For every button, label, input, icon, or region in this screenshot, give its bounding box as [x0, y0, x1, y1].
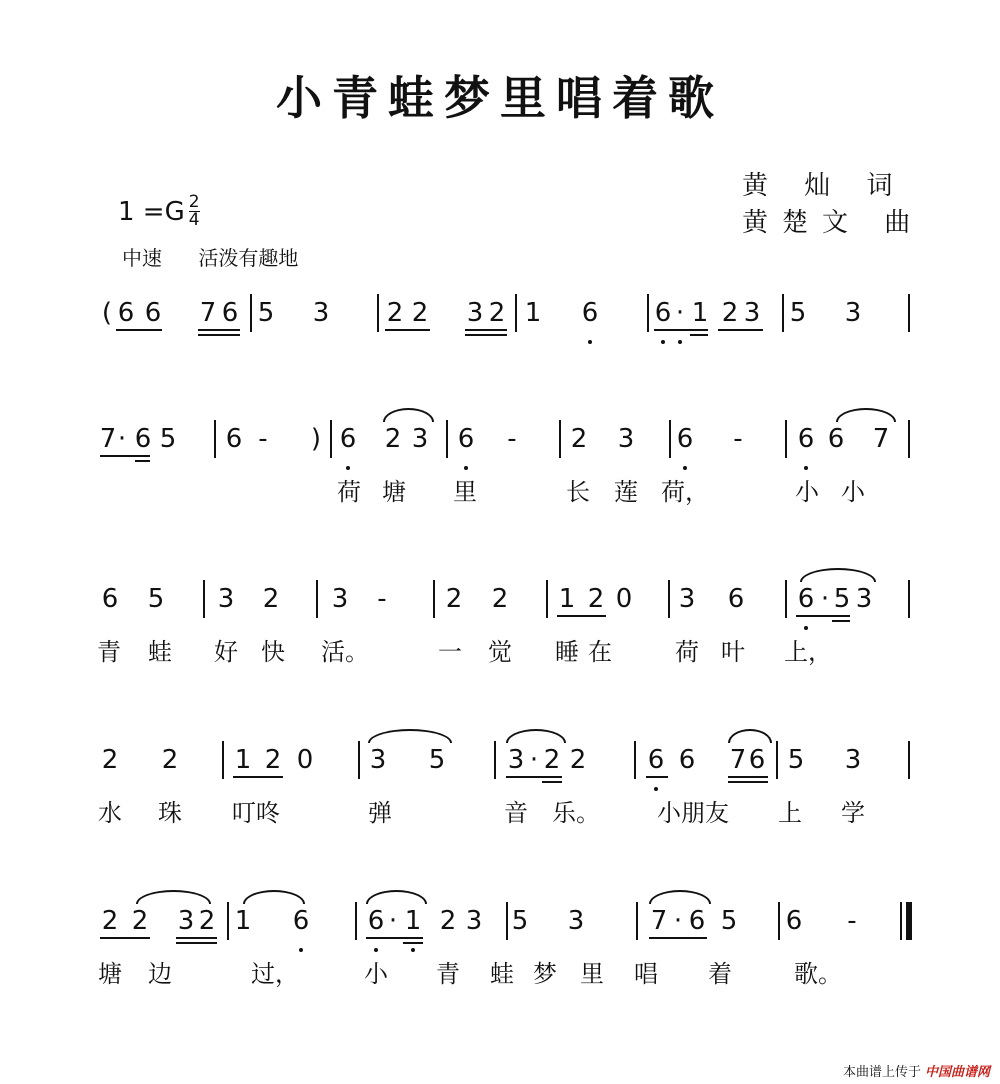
bar-line	[908, 580, 910, 618]
low-octave-dot	[588, 340, 592, 344]
low-octave-dot	[464, 466, 468, 470]
note: 6	[688, 906, 706, 936]
lyric-word: 塘	[98, 960, 122, 988]
note: 3	[217, 584, 235, 614]
composer-credit: 黄楚文 曲	[742, 208, 925, 238]
bar-line	[782, 294, 784, 332]
note: 1	[404, 906, 422, 936]
note: -	[507, 424, 517, 454]
low-octave-dot	[411, 948, 415, 952]
note: -	[377, 584, 387, 614]
underline-eighth	[198, 329, 240, 331]
note: 7	[99, 424, 117, 454]
note: 7	[729, 745, 747, 775]
note: 7	[650, 906, 668, 936]
underline-sixteenth	[176, 942, 217, 944]
underline-eighth	[116, 329, 162, 331]
lyric-word: 好	[214, 638, 238, 666]
note: 2	[570, 424, 588, 454]
underline-eighth	[100, 937, 150, 939]
note: 3	[312, 298, 330, 328]
note: 2	[262, 584, 280, 614]
bar-line	[778, 902, 780, 940]
underline-sixteenth	[135, 460, 150, 462]
underline-eighth	[718, 329, 763, 331]
note: 6	[101, 584, 119, 614]
bar-line	[559, 420, 561, 458]
note: -	[847, 906, 857, 936]
note: 2	[488, 298, 506, 328]
underline-eighth	[100, 455, 150, 457]
note: 6	[225, 424, 243, 454]
lyric-word: 学	[841, 799, 865, 827]
note: 6	[292, 906, 310, 936]
lyric-word: 叶	[721, 638, 745, 666]
slur-arc	[800, 568, 876, 582]
note: 3	[177, 906, 195, 936]
lyric-word: 觉	[488, 638, 512, 666]
note: 5	[833, 584, 851, 614]
underline-sixteenth	[728, 781, 768, 783]
note: 1	[558, 584, 576, 614]
slur-arc	[836, 408, 896, 422]
bar-line	[250, 294, 252, 332]
low-octave-dot	[346, 466, 350, 470]
bar-line	[647, 294, 649, 332]
bar-line	[546, 580, 548, 618]
underline-eighth	[465, 329, 507, 331]
bar-line	[222, 741, 224, 779]
note: 6	[367, 906, 385, 936]
note: 2	[543, 745, 561, 775]
underline-eighth	[176, 937, 217, 939]
lyric-word: 莲	[614, 478, 638, 506]
lyric-word: 上，	[784, 638, 832, 666]
bar-line	[506, 902, 508, 940]
note: 1	[234, 745, 252, 775]
lyric-word: 弹	[368, 799, 392, 827]
bar-line	[316, 580, 318, 618]
bar-line	[785, 580, 787, 618]
low-octave-dot	[804, 626, 808, 630]
lyric-word: 音	[504, 799, 528, 827]
note: 2	[721, 298, 739, 328]
slur-arc	[366, 890, 427, 904]
lyric-word: 边	[148, 960, 172, 988]
underline-sixteenth	[465, 334, 507, 336]
note: 3	[567, 906, 585, 936]
note: 6	[748, 745, 766, 775]
lyric-word: 在	[588, 638, 612, 666]
lyric-word: 里	[453, 478, 477, 506]
note: 3	[844, 745, 862, 775]
note: 6	[144, 298, 162, 328]
note: 3	[617, 424, 635, 454]
lyric-word: 歌。	[794, 960, 842, 988]
note: (	[101, 298, 113, 328]
note: 2	[384, 424, 402, 454]
underline-eighth	[557, 615, 606, 617]
note: 2	[439, 906, 457, 936]
underline-sixteenth	[403, 942, 423, 944]
underline-eighth	[385, 329, 430, 331]
note: 3	[369, 745, 387, 775]
lyric-word: 荷，	[661, 478, 709, 506]
note: 6	[654, 298, 672, 328]
note: 6	[678, 745, 696, 775]
note: 6	[221, 298, 239, 328]
note: 5	[720, 906, 738, 936]
lyric-word: 睡	[555, 638, 579, 666]
bar-line	[636, 902, 638, 940]
bar-line	[776, 741, 778, 779]
score-line	[0, 906, 1000, 988]
final-bar-thin	[900, 902, 902, 940]
note: 2	[569, 745, 587, 775]
note: 5	[511, 906, 529, 936]
note: 3	[411, 424, 429, 454]
bar-line	[377, 294, 379, 332]
lyric-word: 长	[566, 478, 590, 506]
note: ·	[675, 298, 685, 328]
note: 3	[331, 584, 349, 614]
lyric-word: 青	[97, 638, 121, 666]
bar-line	[634, 741, 636, 779]
note: 0	[296, 745, 314, 775]
lyric-word: 上	[778, 799, 802, 827]
tempo-marking	[122, 242, 316, 271]
slur-arc	[368, 729, 452, 743]
bar-line	[214, 420, 216, 458]
bar-line	[446, 420, 448, 458]
note: 2	[131, 906, 149, 936]
bar-line	[227, 902, 229, 940]
slur-arc	[136, 890, 211, 904]
note: )	[310, 424, 322, 454]
lyric-word: 过，	[251, 960, 299, 988]
note: 3	[466, 298, 484, 328]
lyric-word: 小	[841, 478, 865, 506]
note: 5	[428, 745, 446, 775]
lyric-word: 快	[261, 638, 285, 666]
final-bar-thick	[906, 902, 912, 940]
tempo-expression: 活泼有趣地	[198, 246, 299, 270]
note: ·	[529, 745, 539, 775]
note: 5	[789, 298, 807, 328]
underline-eighth	[646, 776, 668, 778]
slur-arc	[383, 408, 434, 422]
low-octave-dot	[654, 787, 658, 791]
note: 3	[743, 298, 761, 328]
underline-eighth	[366, 937, 423, 939]
note: 1	[524, 298, 542, 328]
note: 3	[844, 298, 862, 328]
bar-line	[908, 420, 910, 458]
note: 2	[445, 584, 463, 614]
note: 7	[872, 424, 890, 454]
note: 6	[827, 424, 845, 454]
bar-line	[669, 420, 671, 458]
note: ·	[388, 906, 398, 936]
note: 2	[198, 906, 216, 936]
note: 2	[264, 745, 282, 775]
lyric-word: 唱	[634, 960, 658, 988]
underline-eighth	[506, 776, 562, 778]
note: 2	[101, 745, 119, 775]
note: 3	[465, 906, 483, 936]
score-line	[0, 298, 1000, 358]
lyric-word: 蛙	[148, 638, 172, 666]
low-octave-dot	[683, 466, 687, 470]
site-logo: 中国曲谱网	[924, 1065, 990, 1080]
lyric-word: 小	[364, 960, 388, 988]
bar-line	[355, 902, 357, 940]
note: 6	[117, 298, 135, 328]
note: 1	[234, 906, 252, 936]
bar-line	[330, 420, 332, 458]
lyric-word: 里	[580, 960, 604, 988]
note: 3	[678, 584, 696, 614]
underline-eighth	[233, 776, 283, 778]
note: -	[733, 424, 743, 454]
lyric-word: 活。	[321, 638, 369, 666]
lyric-word: 荷	[675, 638, 699, 666]
underline-sixteenth	[198, 334, 240, 336]
bar-line	[515, 294, 517, 332]
bar-line	[668, 580, 670, 618]
lyric-word: 蛙	[490, 960, 514, 988]
bar-line	[494, 741, 496, 779]
score-line	[0, 745, 1000, 827]
tempo-speed: 中速	[122, 246, 162, 270]
lyric-word: 荷	[337, 478, 361, 506]
note: ·	[673, 906, 683, 936]
note: ·	[820, 584, 830, 614]
note: 6	[785, 906, 803, 936]
note: 6	[676, 424, 694, 454]
note: 6	[647, 745, 665, 775]
bar-line	[785, 420, 787, 458]
underline-eighth	[796, 615, 850, 617]
underline-eighth	[728, 776, 768, 778]
low-octave-dot	[374, 948, 378, 952]
note: 6	[339, 424, 357, 454]
song-title: 小青蛙梦里唱着歌	[276, 71, 724, 125]
lyric-word: 一	[438, 638, 462, 666]
note: ·	[117, 424, 127, 454]
note: 5	[787, 745, 805, 775]
underline-eighth	[649, 937, 707, 939]
lyric-word: 小	[795, 478, 819, 506]
note: 2	[161, 745, 179, 775]
note: 5	[257, 298, 275, 328]
lyric-word: 叮咚	[232, 799, 280, 827]
low-octave-dot	[678, 340, 682, 344]
note: 2	[386, 298, 404, 328]
lyric-word: 小朋友	[657, 799, 729, 827]
note: 6	[457, 424, 475, 454]
note: 5	[147, 584, 165, 614]
score-line	[0, 424, 1000, 506]
bar-line	[908, 741, 910, 779]
lyric-word: 珠	[158, 799, 182, 827]
footer-watermark: 本曲谱上传于 中国曲谱网	[843, 1061, 990, 1080]
underline-sixteenth	[542, 781, 562, 783]
slur-arc	[243, 890, 305, 904]
low-octave-dot	[299, 948, 303, 952]
bar-line	[433, 580, 435, 618]
note: 7	[199, 298, 217, 328]
note: 2	[101, 906, 119, 936]
lyric-word: 青	[436, 960, 460, 988]
note: -	[258, 424, 268, 454]
note: 2	[587, 584, 605, 614]
note: 2	[491, 584, 509, 614]
note: 6	[727, 584, 745, 614]
note: 1	[691, 298, 709, 328]
lyricist-credit: 黄 灿 词	[742, 171, 907, 201]
bar-line	[358, 741, 360, 779]
slur-arc	[506, 729, 566, 743]
time-signature: $\frac{2}{4}$	[188, 192, 200, 230]
underline-sixteenth	[832, 620, 850, 622]
lyric-word: 水	[98, 799, 122, 827]
key-signature	[118, 194, 200, 229]
underline-sixteenth	[690, 334, 708, 336]
note: 5	[159, 424, 177, 454]
low-octave-dot	[804, 466, 808, 470]
note: 3	[855, 584, 873, 614]
lyric-word: 梦	[533, 960, 557, 988]
slur-arc	[728, 729, 772, 743]
note: 6	[797, 424, 815, 454]
note: 0	[615, 584, 633, 614]
low-octave-dot	[661, 340, 665, 344]
score-line	[0, 584, 1000, 666]
bar-line	[908, 294, 910, 332]
note: 3	[507, 745, 525, 775]
slur-arc	[649, 890, 711, 904]
note: 6	[581, 298, 599, 328]
lyric-word: 乐。	[552, 799, 600, 827]
note: 6	[797, 584, 815, 614]
bar-line	[203, 580, 205, 618]
note: 6	[134, 424, 152, 454]
lyric-word: 着	[708, 960, 732, 988]
underline-eighth	[654, 329, 708, 331]
key-text: 1 =G	[118, 196, 185, 227]
lyric-word: 塘	[382, 478, 406, 506]
note: 2	[411, 298, 429, 328]
